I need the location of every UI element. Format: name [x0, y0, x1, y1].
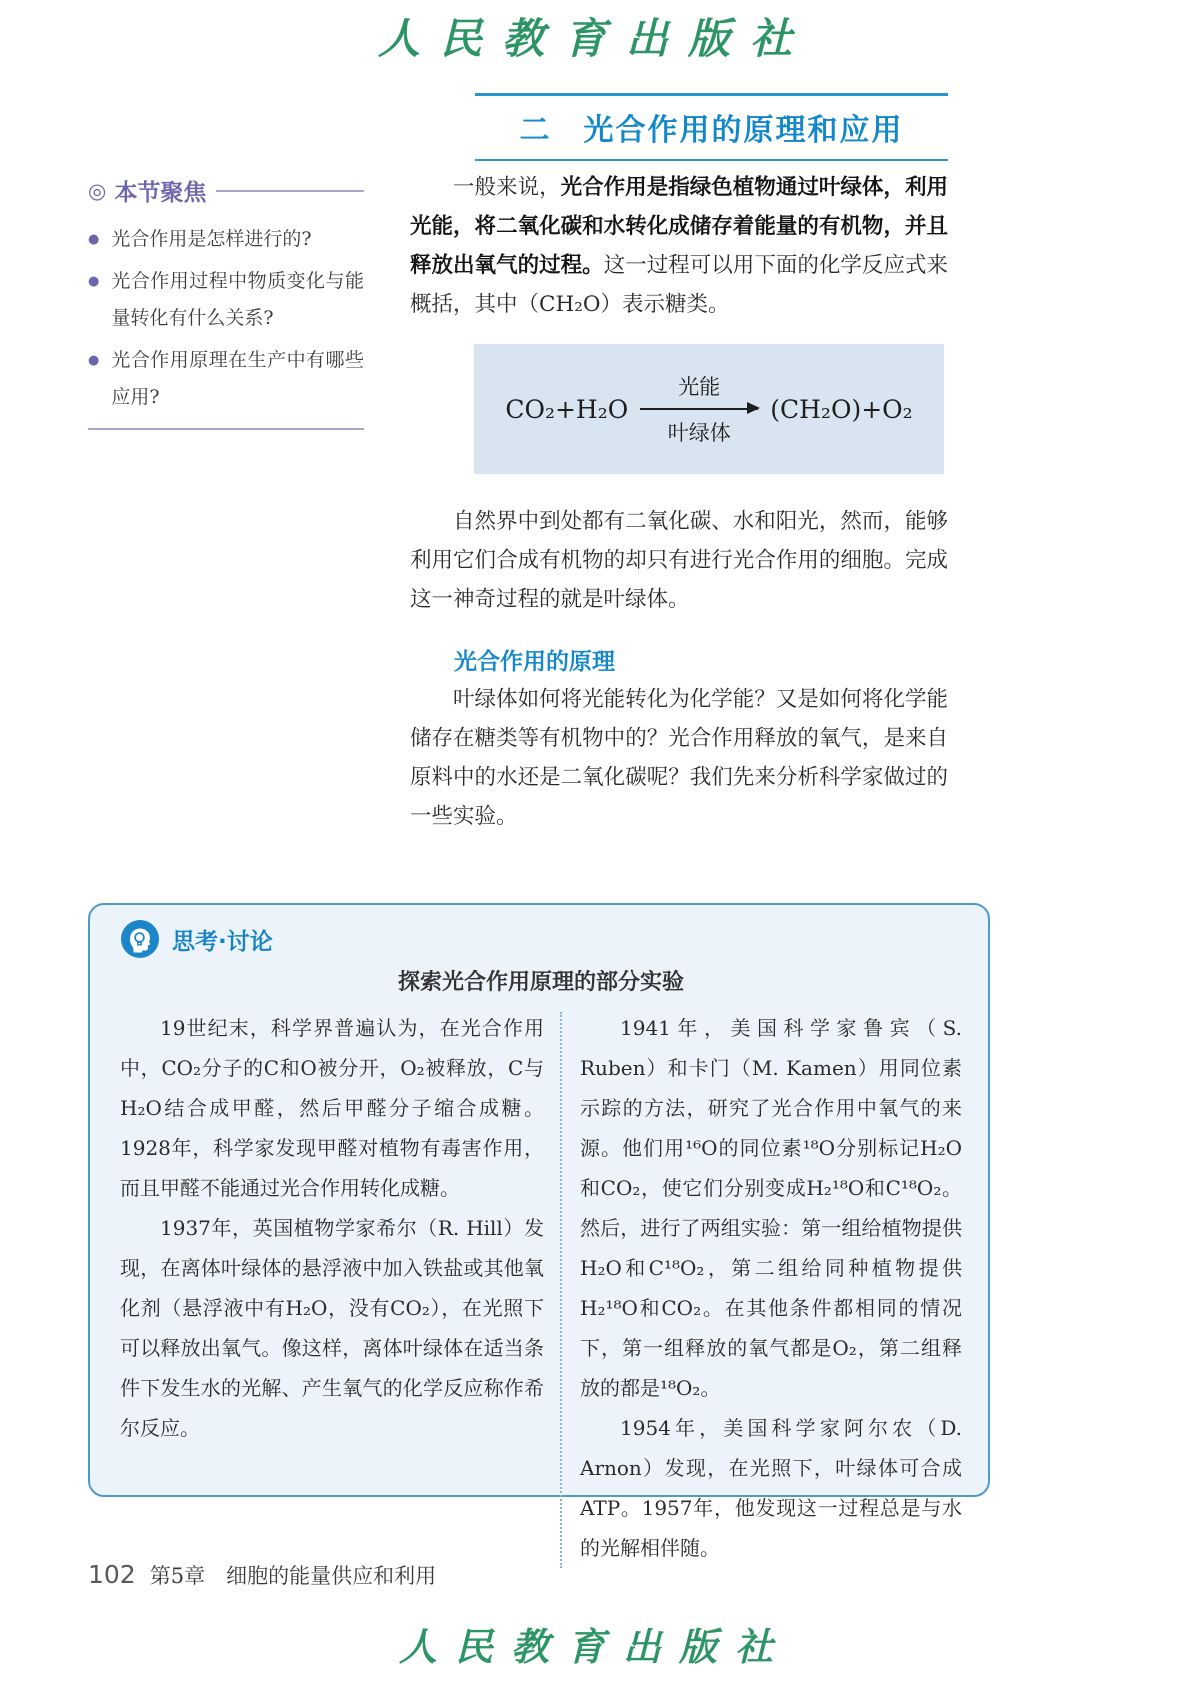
equation-condition-top: 光能 — [678, 375, 721, 399]
equation-reactants: CO₂+H₂O — [505, 394, 629, 424]
thinking-head-icon — [120, 919, 160, 959]
bullet-icon: ● — [88, 274, 100, 289]
intro-paragraph — [410, 168, 948, 324]
publisher-logo-top: 人民教育出版社 — [377, 14, 812, 63]
think-discuss-label: 思考·讨论 — [172, 928, 273, 955]
think-discuss-header — [120, 919, 962, 959]
main-text-column — [410, 168, 948, 836]
experiment-column-left — [120, 1008, 544, 1568]
equation-arrow-group — [640, 371, 758, 447]
title-rule-bottom — [475, 159, 948, 161]
focus-panel-bottom-rule — [88, 428, 364, 430]
experiment-paragraph: 19世纪末，科学界普遍认为，在光合作用中，CO₂分子的C和O被分开，O₂被释放，C与H₂O结合成甲醛，然后甲醛分子缩合成糖。1928年，科学家发现甲醛对植物有毒害作用，而且甲醛不能通过光合作用转化成糖。 — [120, 1016, 544, 1200]
intro-lead: 一般来说， — [453, 175, 561, 200]
photosynthesis-equation — [505, 371, 912, 447]
focus-panel — [88, 174, 364, 430]
bullseye-icon: ◎ — [88, 178, 107, 203]
focus-question-list — [88, 221, 364, 416]
intro-rest: 这一过程可以用下面的化学反应式来概括，其中（CH₂O）表示糖类。 — [410, 253, 948, 317]
focus-heading-rule — [216, 190, 364, 192]
principle-paragraph: 叶绿体如何将光能转化为化学能？又是如何将化学能储存在糖类等有机物中的？光合作用释放的氧气，是来自原料中的水还是二氧化碳呢？我们先来分析科学家做过的一些实验。 — [410, 687, 948, 829]
equation-panel — [474, 344, 944, 474]
page-number: 102 — [88, 1560, 136, 1589]
photosynthesis-definition: 光合作用是指绿色植物通过叶绿体，利用光能，将二氧化碳和水转化成储存着能量的有机物，并且释放出氧气的过程。 — [410, 175, 948, 278]
equation-condition-bottom: 叶绿体 — [667, 421, 731, 445]
think-discuss-box — [88, 903, 990, 1560]
bullet-icon: ● — [88, 232, 100, 247]
experiment-columns — [120, 1008, 962, 1568]
experiment-column-right — [580, 1008, 962, 1568]
focus-heading-label: 本节聚焦 — [114, 180, 207, 206]
experiment-paragraph: 1941年，美国科学家鲁宾（S. Ruben）和卡门（M. Kamen）用同位素示踪的方法，研究了光合作用中氧气的来源。他们用¹⁶O的同位素¹⁸O分别标记H₂O和CO₂，使它们分别变成H₂¹⁸O和C¹⁸O₂。然后，进行了两组实验：第一组给植物提供H₂O和C¹⁸O₂，第二组给同种植物提供H₂¹⁸O和CO₂。在其他条件都相同的情况下，第一组释放的氧气都是O₂，第二组释放的都是¹⁸O₂。 — [580, 1016, 962, 1400]
publisher-logo-bottom: 人民教育出版社 — [398, 1624, 791, 1669]
focus-panel-heading — [88, 174, 364, 207]
focus-question: ● 光合作用过程中物质变化与能量转化有什么关系? — [88, 263, 364, 337]
column-divider — [560, 1012, 562, 1568]
chapter-title: 第5章 细胞的能量供应和利用 — [149, 1564, 437, 1588]
section-title-block — [475, 93, 948, 161]
focus-question: ● 光合作用原理在生产中有哪些应用? — [88, 342, 364, 416]
principle-heading: 光合作用的原理 — [454, 649, 615, 675]
experiment-paragraph: 1937年，英国植物学家希尔（R. Hill）发现，在离体叶绿体的悬浮液中加入铁盐或其他氧化剂（悬浮液中有H₂O，没有CO₂），在光照下可以释放出氧气。像这样，离体叶绿体在适当条件下发生水的光解、产生氧气的化学反应称作希尔反应。 — [120, 1216, 544, 1440]
focus-question: ● 光合作用是怎样进行的? — [88, 221, 364, 258]
equation-products: (CH₂O)+O₂ — [770, 394, 913, 424]
section-title: 二 光合作用的原理和应用 — [519, 113, 904, 148]
experiment-box-title: 探索光合作用原理的部分实验 — [397, 970, 684, 995]
nature-paragraph: 自然界中到处都有二氧化碳、水和阳光，然而，能够利用它们合成有机物的却只有进行光合作用的细胞。完成这一神奇过程的就是叶绿体。 — [410, 509, 948, 612]
reaction-arrow-icon — [640, 408, 758, 410]
bullet-icon: ● — [88, 353, 100, 368]
page-footer — [88, 1560, 436, 1590]
experiment-paragraph: 1954年，美国科学家阿尔农（D. Arnon）发现，在光照下，叶绿体可合成ATP。1957年，他发现这一过程总是与水的光解相伴随。 — [580, 1416, 962, 1560]
